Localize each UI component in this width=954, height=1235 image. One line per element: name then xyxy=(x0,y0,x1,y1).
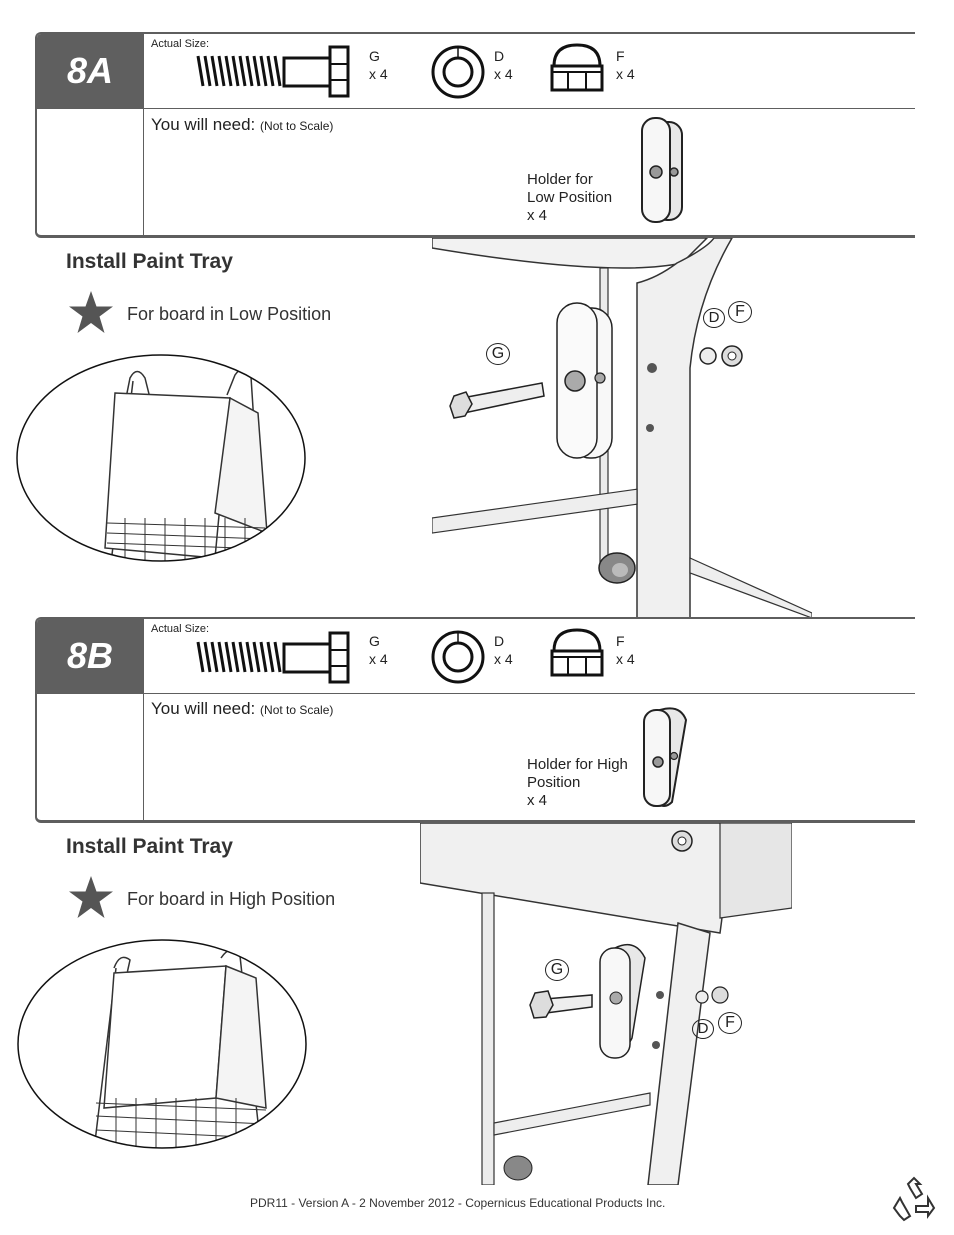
part-d-qty: x 4 xyxy=(494,66,513,82)
part-f-qty: x 4 xyxy=(616,66,635,82)
divider xyxy=(143,34,144,235)
callout-d: D xyxy=(703,308,725,328)
holder-high-position-image xyxy=(640,706,694,810)
holder-line: Position xyxy=(527,774,581,791)
cap-nut-icon xyxy=(548,42,606,94)
position-note: For board in Low Position xyxy=(127,304,332,324)
section-title: Install Paint Tray xyxy=(66,835,233,858)
part-g-qty: x 4 xyxy=(369,66,388,82)
not-to-scale-note: (Not to Scale) xyxy=(260,703,334,717)
part-d-qty: x 4 xyxy=(494,651,513,667)
install-high-position-diagram xyxy=(420,823,792,1185)
not-to-scale-note: (Not to Scale) xyxy=(260,119,334,133)
divider xyxy=(37,108,915,109)
part-g-qty: x 4 xyxy=(369,651,388,667)
section-title: Install Paint Tray xyxy=(66,250,233,273)
holder-description xyxy=(527,756,628,810)
holder-line: x 4 xyxy=(527,792,548,809)
step-number: 8B xyxy=(37,619,143,693)
holder-line: Holder for xyxy=(527,171,593,188)
divider xyxy=(37,693,915,694)
you-will-need xyxy=(151,699,333,719)
divider xyxy=(143,619,144,820)
callout-g: G xyxy=(486,343,510,365)
callout-g: G xyxy=(545,959,569,981)
step-number: 8A xyxy=(37,34,143,108)
washer-icon xyxy=(430,629,486,685)
holder-line: Low Position xyxy=(527,189,613,206)
you-will-need-label: You will need: xyxy=(151,115,256,134)
bolt-icon xyxy=(195,630,353,685)
star-icon xyxy=(68,875,114,919)
holder-description xyxy=(527,171,612,225)
easel-high-position-image xyxy=(16,938,308,1150)
cap-nut-icon xyxy=(548,627,606,679)
part-f-letter: F xyxy=(616,633,625,649)
actual-size-label: Actual Size: xyxy=(151,38,210,50)
part-f-qty: x 4 xyxy=(616,651,635,667)
callout-d: D xyxy=(692,1019,714,1039)
part-g-letter: G xyxy=(369,48,380,64)
callout-f: F xyxy=(728,301,752,323)
recycle-icon xyxy=(890,1176,938,1224)
part-f-letter: F xyxy=(616,48,625,64)
star-icon xyxy=(68,290,114,334)
holder-line: x 4 xyxy=(527,207,548,224)
install-low-position-diagram xyxy=(432,238,812,618)
callout-f: F xyxy=(718,1012,742,1034)
position-note: For board in High Position xyxy=(127,889,336,909)
you-will-need-label: You will need: xyxy=(151,699,256,718)
holder-line: Holder for High xyxy=(527,756,628,773)
part-d-letter: D xyxy=(494,48,505,64)
actual-size-label: Actual Size: xyxy=(151,623,210,635)
you-will-need xyxy=(151,115,333,135)
washer-icon xyxy=(430,44,486,100)
easel-low-position-image xyxy=(15,353,307,563)
holder-low-position-image xyxy=(636,116,688,226)
footer-text: PDR11 - Version A - 2 November 2012 - Copernicus Educational Products Inc. xyxy=(250,1196,666,1210)
part-d-letter: D xyxy=(494,633,505,649)
part-g-letter: G xyxy=(369,633,380,649)
bolt-icon xyxy=(195,44,353,99)
